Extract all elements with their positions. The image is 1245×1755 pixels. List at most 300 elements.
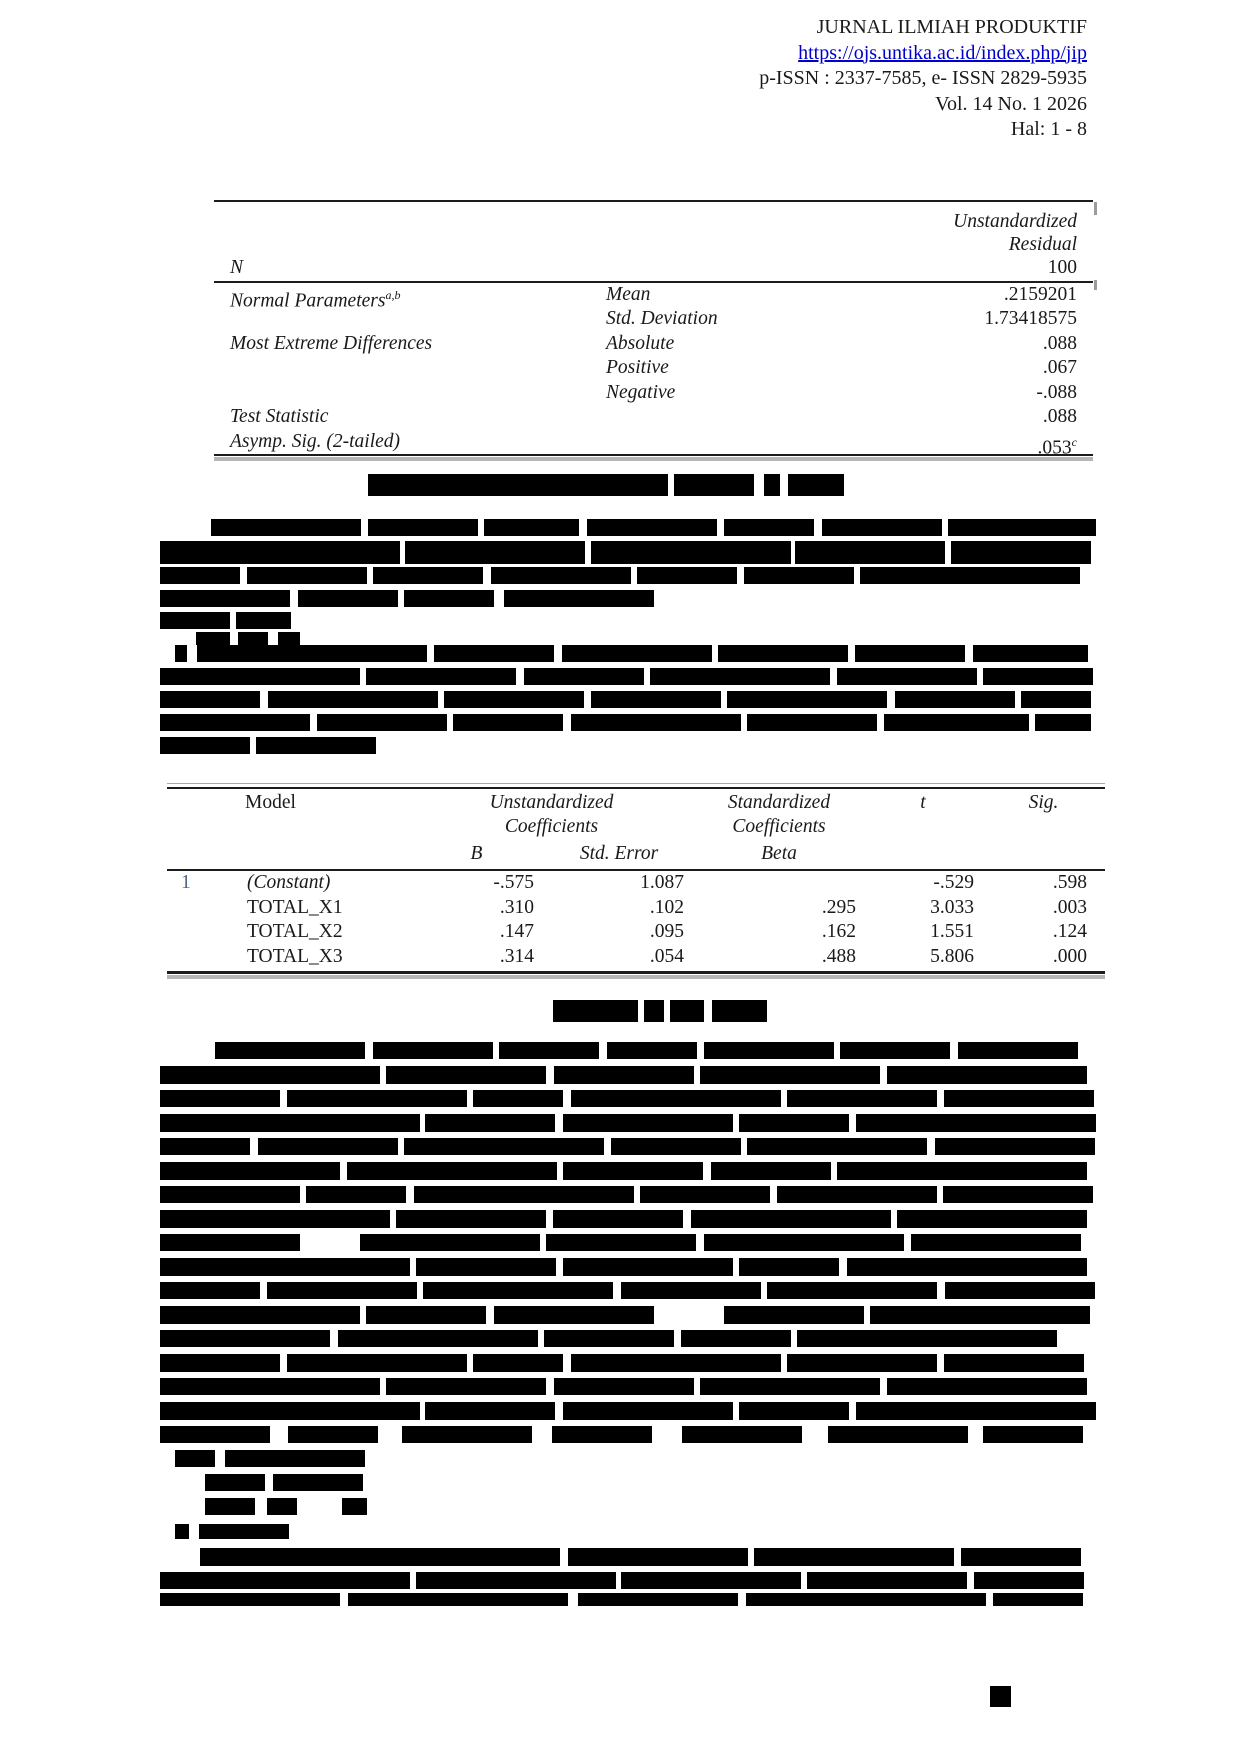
row-value: 1.73418575 (984, 308, 1077, 329)
redacted-text-bar (160, 1090, 1094, 1107)
redaction-gap (538, 1330, 544, 1347)
redaction-gap (839, 1258, 847, 1276)
redacted-text-bar (160, 1210, 1087, 1228)
redaction-ink (727, 691, 887, 708)
redaction-gap (937, 1186, 943, 1203)
table-row (214, 256, 1093, 281)
redacted-text-bar (160, 1378, 1087, 1395)
redaction-gap (880, 1378, 887, 1395)
coefficients-table (167, 783, 1105, 979)
redaction-gap (696, 1234, 704, 1251)
redacted-text-bar (160, 1572, 1084, 1589)
redaction-ink (160, 1258, 410, 1276)
redaction-ink (491, 567, 631, 584)
redaction-ink (973, 645, 1088, 662)
b-value: .310 (499, 896, 534, 918)
redaction-ink (568, 1548, 748, 1566)
redaction-gap (1015, 691, 1021, 708)
redaction-gap (791, 1330, 797, 1347)
row-value: .053$^c$ (1037, 434, 1077, 458)
b-value: .147 (499, 921, 534, 943)
redaction-ink (160, 590, 290, 607)
redaction-ink (993, 1593, 1083, 1606)
redaction-gap (540, 1234, 546, 1251)
redaction-gap (189, 1524, 199, 1539)
journal-url-link[interactable]: https://ojs.untika.ac.id/index.php/jip (798, 41, 1087, 64)
redaction-ink (160, 1234, 300, 1251)
journal-url-line (759, 41, 1087, 67)
table-row (167, 920, 1105, 945)
predictor-label: TOTAL_X1 (247, 896, 343, 918)
ks-col-header-line2: Residual (1008, 234, 1077, 255)
redaction-ink (373, 1042, 493, 1059)
redaction-gap (717, 519, 724, 536)
redacted-text-bar (160, 567, 1080, 584)
row-label: Test Statistic (230, 406, 329, 427)
redaction-gap (761, 1282, 767, 1299)
redaction-ink (473, 1090, 563, 1107)
redaction-gap (937, 1354, 944, 1372)
redaction-gap (738, 1593, 746, 1606)
redaction-gap (950, 1042, 958, 1059)
redaction-gap (478, 519, 484, 536)
redaction-gap (467, 1090, 473, 1107)
redaction-gap (849, 1402, 856, 1420)
redaction-gap (417, 1282, 423, 1299)
redaction-gap (604, 1138, 611, 1155)
redaction-ink (554, 1378, 694, 1395)
beta-header: Beta (761, 843, 797, 864)
redaction-gap (365, 1042, 373, 1059)
predictor-label: TOTAL_X3 (247, 945, 343, 967)
redaction-ink (747, 714, 877, 731)
redaction-gap (250, 737, 256, 754)
redacted-text-bar (215, 1042, 1078, 1059)
redaction-gap (290, 590, 298, 607)
redaction-ink (974, 1572, 1084, 1589)
redaction-ink (160, 1426, 270, 1443)
redaction-ink (700, 1066, 880, 1084)
ks-test-table (214, 200, 1093, 461)
sig-header: Sig. (1028, 792, 1059, 813)
redaction-ink (405, 541, 585, 564)
journal-title: JURNAL ILMIAH PRODUKTIF (816, 16, 1087, 38)
redaction-ink (423, 1282, 613, 1299)
redacted-text-bar (160, 541, 1091, 564)
redaction-gap (255, 1498, 267, 1515)
superscript: c (1071, 434, 1077, 449)
redaction-gap (830, 668, 837, 685)
redaction-ink (544, 1330, 674, 1347)
redaction-ink (712, 1000, 767, 1022)
redaction-gap (781, 1354, 787, 1372)
redaction-gap (516, 668, 524, 685)
redaction-gap (733, 1114, 739, 1132)
redaction-ink (197, 645, 427, 662)
redaction-ink (160, 1186, 300, 1203)
redacted-text-bar (160, 1330, 1057, 1347)
table-bottom-rule (214, 454, 1093, 456)
redaction-gap (887, 691, 895, 708)
redaction-ink (724, 519, 814, 536)
redaction-gap (945, 541, 951, 564)
table-row (214, 283, 1093, 311)
redaction-gap (554, 645, 562, 662)
redacted-text-bar (160, 1138, 1095, 1155)
redaction-ink (552, 1426, 652, 1443)
redaction-ink (644, 1000, 664, 1022)
scan-shadow (214, 457, 1093, 461)
redaction-gap (733, 1402, 739, 1420)
redaction-ink (553, 1000, 638, 1022)
table-row (214, 332, 1093, 357)
redaction-gap (563, 714, 571, 731)
redaction-ink (160, 691, 260, 708)
redaction-ink (840, 1042, 950, 1059)
redaction-ink (718, 645, 848, 662)
redaction-gap (703, 1162, 711, 1180)
redaction-ink (650, 668, 830, 685)
redaction-gap (563, 1354, 571, 1372)
ks-col-header-line1: Unstandardized (953, 211, 1077, 232)
redaction-ink (1035, 714, 1091, 731)
redaction-ink (711, 1162, 831, 1180)
header-row-2 (167, 816, 1105, 841)
redaction-gap (652, 1426, 682, 1443)
redaction-gap (340, 1593, 348, 1606)
redaction-gap (967, 1572, 974, 1589)
redaction-gap (546, 1210, 553, 1228)
redacted-text-bar (205, 1474, 363, 1491)
redaction-gap (613, 1282, 621, 1299)
redaction-gap (250, 1138, 258, 1155)
redaction-ink (637, 567, 737, 584)
redaction-gap (378, 1426, 402, 1443)
issn-line: p-ISSN : 2337-7585, e- ISSN 2829-5935 (759, 67, 1087, 89)
model-number (167, 920, 229, 945)
redaction-gap (420, 1402, 425, 1420)
row-sublabel (606, 405, 846, 430)
redaction-ink (935, 1138, 1095, 1155)
redaction-ink (317, 714, 447, 731)
table-row (214, 405, 1093, 430)
redaction-gap (330, 1330, 338, 1347)
row-value: .088 (1042, 406, 1077, 427)
redaction-ink (887, 1066, 1087, 1084)
redaction-ink (788, 474, 844, 496)
row-sublabel: Positive (606, 357, 669, 378)
row-label: Asymp. Sig. (2-tailed) (230, 430, 401, 452)
redaction-ink (175, 1450, 215, 1467)
redaction-gap (268, 632, 278, 645)
redaction-ink (764, 474, 780, 496)
redacted-text-bar (553, 1000, 767, 1022)
redaction-ink (682, 1426, 802, 1443)
redaction-ink (160, 1066, 380, 1084)
redaction-ink (200, 1548, 560, 1566)
redaction-gap (546, 1378, 554, 1395)
redaction-ink (225, 1450, 365, 1467)
redaction-gap (300, 1234, 360, 1251)
redaction-gap (360, 1306, 366, 1324)
redaction-ink (160, 612, 230, 629)
table-row (214, 381, 1093, 406)
redaction-gap (390, 1210, 396, 1228)
redaction-ink (211, 519, 361, 536)
redacted-text-bar (160, 1186, 1093, 1203)
redaction-ink (160, 541, 400, 564)
redaction-gap (406, 1186, 414, 1203)
redaction-ink (948, 519, 1096, 536)
standardized-header-line2: Coefficients (732, 816, 826, 837)
redaction-ink (943, 1186, 1093, 1203)
row-value: .088 (1042, 332, 1077, 354)
redaction-ink (373, 567, 483, 584)
redaction-ink (160, 1402, 420, 1420)
redaction-ink (983, 668, 1093, 685)
row-label (214, 356, 606, 381)
pages-line: Hal: 1 - 8 (1010, 118, 1087, 140)
redaction-ink (196, 632, 230, 645)
redaction-gap (555, 1402, 563, 1420)
row-label: Normal Parameters$^{a,b}$ (230, 287, 401, 311)
redaction-gap (310, 714, 317, 731)
redacted-text-bar (160, 1354, 1084, 1372)
row-value: 100 (1047, 257, 1077, 278)
redaction-ink (258, 1138, 398, 1155)
redacted-text-bar (175, 645, 1088, 662)
redaction-ink (205, 1474, 265, 1491)
redaction-gap (532, 1426, 552, 1443)
redaction-gap (721, 691, 727, 708)
redaction-gap (697, 1042, 704, 1059)
redaction-ink (160, 1114, 420, 1132)
redaction-gap (631, 567, 637, 584)
redacted-text-bar (160, 1114, 1096, 1132)
redaction-ink (160, 1593, 340, 1606)
redaction-gap (864, 1306, 870, 1324)
redaction-ink (473, 1354, 563, 1372)
redaction-ink (621, 1572, 801, 1589)
redaction-ink (563, 1114, 733, 1132)
redaction-ink (895, 691, 1015, 708)
redaction-gap (834, 1042, 840, 1059)
redaction-gap (937, 1282, 945, 1299)
redaction-gap (968, 1426, 983, 1443)
redaction-gap (654, 1306, 724, 1324)
redaction-gap (781, 1090, 787, 1107)
header-row-1 (167, 789, 1105, 816)
redaction-ink (767, 1282, 937, 1299)
redaction-ink (554, 1066, 694, 1084)
redaction-gap (741, 714, 747, 731)
redaction-ink (298, 590, 398, 607)
redaction-ink (247, 567, 367, 584)
ks-column-header (214, 202, 1093, 256)
redaction-ink (571, 1354, 781, 1372)
row-label: Most Extreme Differences (230, 332, 433, 354)
redaction-ink (563, 1258, 733, 1276)
redaction-ink (795, 541, 945, 564)
redaction-gap (215, 1450, 225, 1467)
redaction-gap (674, 1330, 681, 1347)
redaction-ink (856, 1402, 1096, 1420)
redaction-gap (668, 474, 674, 496)
redaction-ink (797, 1330, 1057, 1347)
redaction-ink (837, 1162, 1087, 1180)
redaction-ink (425, 1402, 555, 1420)
redaction-gap (410, 1572, 416, 1589)
redaction-ink (256, 737, 376, 754)
redaction-gap (187, 645, 197, 662)
redaction-gap (683, 1210, 691, 1228)
redaction-gap (555, 1114, 563, 1132)
redaction-ink (681, 1330, 791, 1347)
redaction-ink (160, 1210, 390, 1228)
scan-shadow (167, 783, 1105, 784)
redaction-ink (402, 1426, 532, 1443)
redacted-text-bar (200, 1548, 1081, 1566)
redaction-gap (280, 1090, 287, 1107)
redacted-text-bar (160, 1593, 1083, 1606)
redaction-ink (691, 1210, 891, 1228)
redaction-ink (787, 1354, 937, 1372)
redaction-ink (444, 691, 584, 708)
table-row (214, 430, 1093, 458)
predictor-label: TOTAL_X2 (247, 921, 343, 943)
sig-value: .598 (1052, 872, 1087, 893)
volume-line: Vol. 14 No. 1 2026 (935, 92, 1087, 115)
redaction-ink (961, 1548, 1081, 1566)
redaction-ink (396, 1210, 546, 1228)
redaction-gap (360, 668, 366, 685)
redaction-gap (1029, 714, 1035, 731)
redaction-gap (712, 645, 718, 662)
standardized-header: Standardized (727, 792, 831, 813)
redaction-gap (230, 632, 238, 645)
t-header: t (920, 792, 926, 813)
table-row (214, 356, 1093, 381)
redaction-gap (704, 1000, 712, 1022)
scan-shadow (167, 975, 1105, 979)
std-error-value: .054 (649, 945, 684, 967)
b-value: -.575 (493, 872, 534, 893)
redaction-ink (591, 541, 791, 564)
redaction-ink (268, 691, 438, 708)
redaction-gap (599, 1042, 607, 1059)
redaction-ink (494, 1306, 654, 1324)
redaction-gap (493, 1042, 499, 1059)
redaction-gap (556, 1258, 563, 1276)
redaction-gap (447, 714, 453, 731)
redaction-ink (160, 567, 240, 584)
redaction-ink (175, 645, 187, 662)
redaction-ink (746, 1593, 986, 1606)
redaction-ink (578, 1593, 738, 1606)
redaction-ink (368, 519, 478, 536)
redacted-text-bar (160, 1258, 1087, 1276)
predictor-label: (Constant) (247, 872, 331, 893)
table-bottom-rule (167, 971, 1105, 974)
redaction-gap (585, 541, 591, 564)
redaction-ink (807, 1572, 967, 1589)
redaction-gap (741, 1138, 747, 1155)
redaction-ink (700, 1378, 880, 1395)
redaction-ink (205, 1498, 255, 1515)
redaction-ink (160, 1162, 340, 1180)
redaction-gap (954, 1548, 961, 1566)
redacted-text-bar (160, 714, 1091, 731)
redaction-gap (854, 567, 860, 584)
redaction-ink (386, 1378, 546, 1395)
redaction-ink (640, 1186, 770, 1203)
redaction-gap (977, 668, 983, 685)
redaction-gap (880, 1066, 887, 1084)
redaction-gap (737, 567, 744, 584)
redaction-ink (288, 1426, 378, 1443)
journal-header (759, 15, 1087, 143)
redaction-gap (563, 1090, 571, 1107)
redaction-ink (847, 1258, 1087, 1276)
redaction-ink (887, 1378, 1087, 1395)
redaction-ink (287, 1354, 467, 1372)
redaction-gap (754, 474, 764, 496)
redaction-gap (560, 1548, 568, 1566)
redaction-gap (297, 1498, 342, 1515)
redaction-ink (425, 1114, 555, 1132)
model-header: Model (245, 792, 296, 813)
redaction-ink (160, 1282, 260, 1299)
redacted-text-bar (160, 1282, 1095, 1299)
redaction-gap (814, 519, 822, 536)
redaction-gap (801, 1572, 807, 1589)
redaction-ink (338, 1330, 538, 1347)
redaction-gap (638, 1000, 644, 1022)
redaction-ink (990, 1686, 1011, 1707)
redacted-text-bar (160, 1066, 1087, 1084)
redaction-ink (787, 1090, 937, 1107)
redaction-gap (420, 1114, 425, 1132)
redaction-ink (587, 519, 717, 536)
redaction-ink (856, 1114, 1096, 1132)
redaction-ink (591, 691, 721, 708)
redaction-ink (724, 1306, 864, 1324)
beta-value: .162 (821, 921, 856, 943)
redaction-ink (404, 1138, 604, 1155)
t-value: -.529 (933, 872, 974, 893)
scan-artifact (1094, 280, 1097, 290)
unstandardized-header: Unstandardized (489, 792, 614, 813)
redaction-gap (802, 1426, 828, 1443)
redaction-gap (891, 1210, 897, 1228)
redaction-ink (160, 1306, 360, 1324)
redacted-text-bar (160, 612, 291, 629)
redaction-ink (611, 1138, 741, 1155)
redaction-ink (273, 1474, 363, 1491)
redaction-ink (870, 1306, 1090, 1324)
std-error-header: Std. Error (579, 843, 659, 864)
model-number: 1 (181, 872, 191, 893)
redaction-ink (944, 1090, 1094, 1107)
redaction-gap (230, 612, 236, 629)
redaction-gap (260, 1282, 267, 1299)
redaction-gap (398, 1138, 404, 1155)
beta-value: .488 (821, 945, 856, 967)
t-value: 3.033 (930, 896, 974, 918)
redaction-ink (911, 1234, 1081, 1251)
redaction-gap (380, 1066, 386, 1084)
std-error-value: .095 (649, 921, 684, 943)
